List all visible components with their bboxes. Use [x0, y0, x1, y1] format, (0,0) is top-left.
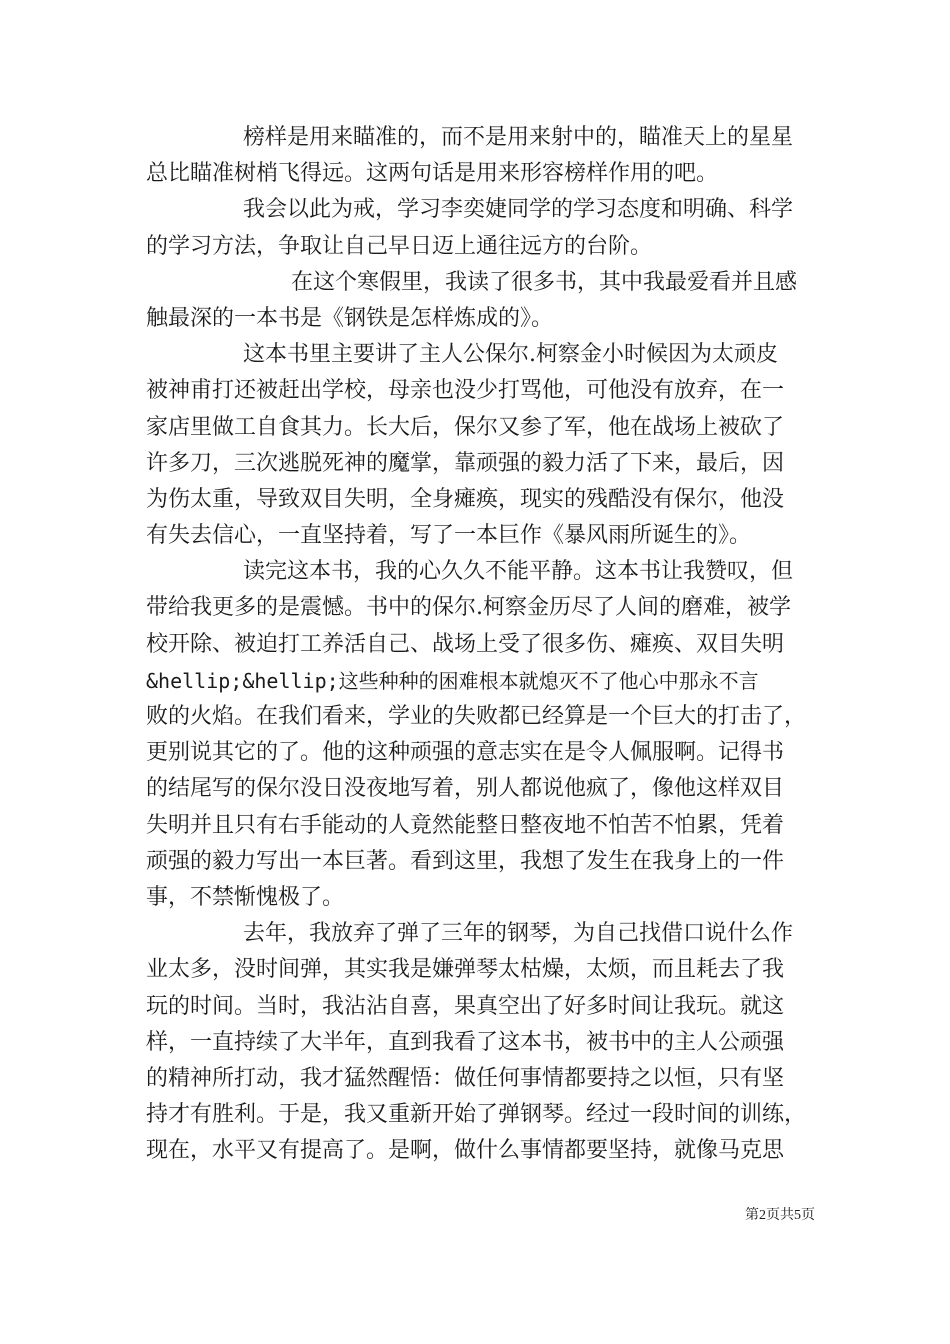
- text-line: 为伤太重，导致双目失明，全身瘫痪，现实的残酷没有保尔，他没: [146, 486, 785, 512]
- text-line: 被神甫打还被赶出学校，母亲也没少打骂他，可他没有放弃，在一: [146, 378, 785, 404]
- text-line: 在这个寒假里，我读了很多书，其中我最爱看并且感: [291, 269, 798, 295]
- text-line: 校开除、被迫打工养活自己、战场上受了很多伤、瘫痪、双目失明: [146, 631, 785, 657]
- text-line: 样，一直持续了大半年，直到我看了这本书，被书中的主人公顽强: [146, 1029, 785, 1055]
- text-line: 带给我更多的是震憾。书中的保尔.柯察金历尽了人间的磨难，被学: [146, 595, 791, 621]
- text-line: 事，不禁惭愧极了。: [146, 884, 345, 910]
- text-line: 顽强的毅力写出一本巨著。看到这里，我想了发生在我身上的一件: [146, 848, 785, 874]
- text-line: 榜样是用来瞄准的，而不是用来射中的，瞄准天上的星星: [243, 125, 794, 150]
- text-line: 的学习方法，争取让自己早日迈上通往远方的台阶。: [146, 233, 653, 259]
- text-line: 失明并且只有右手能动的人竟然能整日整夜地不怕苦不怕累，凭着: [146, 812, 785, 838]
- text-line: 总比瞄准树梢飞得远。这两句话是用来形容榜样作用的吧。: [146, 161, 719, 187]
- text-line: 这本书里主要讲了主人公保尔.柯察金小时候因为太顽皮: [243, 342, 778, 368]
- text-line: 我会以此为戒，学习李奕婕同学的学习态度和明确、科学: [243, 197, 794, 223]
- text-line: 败的火焰。在我们看来，学业的失败都已经算是一个巨大的打击了，: [146, 704, 807, 729]
- text-line: 现在，水平又有提高了。是啊，做什么事情都要坚持，就像马克思: [146, 1138, 785, 1164]
- text-line: 的精神所打动，我才猛然醒悟：做任何事情都要持之以恒，只有坚: [146, 1065, 785, 1091]
- text-line: &hellip;&hellip;这些种种的困难根本就熄灭不了他心中那永不言: [146, 668, 759, 693]
- text-line: 许多刀，三次逃脱死神的魔掌，靠顽强的毅力活了下来，最后，因: [146, 450, 785, 476]
- text-line: 去年，我放弃了弹了三年的钢琴，为自己找借口说什么作: [243, 921, 794, 947]
- text-line: 触最深的一本书是《钢铁是怎样炼成的》。: [146, 305, 554, 331]
- text-line: 读完这本书，我的心久久不能平静。这本书让我赞叹，但: [243, 559, 794, 585]
- text-line: 更别说其它的了。他的这种顽强的意志实在是令人佩服啊。记得书: [146, 740, 785, 766]
- text-line: 有失去信心，一直坚持着，写了一本巨作《暴风雨所诞生的》。: [146, 523, 752, 549]
- text-line: 玩的时间。当时，我沾沾自喜，果真空出了好多时间让我玩。就这: [146, 993, 785, 1019]
- text-line: 业太多，没时间弹，其实我是嫌弹琴太枯燥，太烦，而且耗去了我: [146, 957, 785, 983]
- text-line: 持才有胜利。于是，我又重新开始了弹钢琴。经过一段时间的训练，: [146, 1102, 807, 1128]
- body-text: [146, 120, 811, 1169]
- text-line: 的结尾写的保尔没日没夜地写着，别人都说他疯了，像他这样双目: [146, 776, 785, 802]
- text-line: 家店里做工自食其力。长大后，保尔又参了军，他在战场上被砍了: [146, 414, 785, 440]
- page-footer: 第2页共5页: [745, 1208, 815, 1223]
